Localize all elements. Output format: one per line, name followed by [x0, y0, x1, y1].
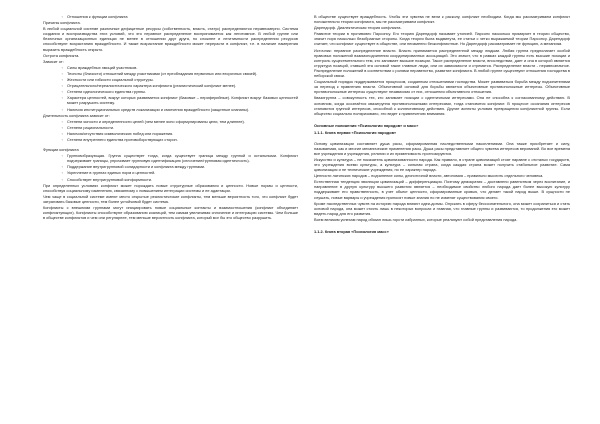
list-item-text: Степени идеологического единства группы.	[67, 89, 147, 95]
list-item-text: Тесноты (близости) отношений между участниками (от преобладания первичных или вторичных связей).	[67, 70, 258, 76]
list-item-text: Наличия институциональных средств локализации и смягчения враждебности (защитные клапаны).	[67, 106, 250, 112]
functions-paragraph-3: Конфликты с внешними группами могут инициировать новые социальные контакты и взаимоотношения (конфликт объединяет конфликтующих). Конфликты способствуют образованию коалиций, тем самым увеличивая сплочение и интеграцию системы. Чем больше в обществе конфликтов и чем они регулярнее, тем меньше вероятность конфликта, который мог бы это общество разрушить.	[43, 205, 298, 221]
list-item	[43, 89, 298, 94]
bullet-marker: ◦	[61, 118, 63, 124]
bullet-marker: ◦	[61, 14, 63, 19]
bullet-marker: ◦	[61, 83, 63, 89]
sharpness-title: Острота конфликта.	[43, 52, 80, 58]
paragraph-g: Искусство и культура – не показатель цивилизованности народа. Как правило, в стране цивилизаций стоят наравне с отсталых государств, это учреждения всеми культуры, а культура – сильная страна, когда каждая страна может получить стабильное развитие. Сама цивилизация и не технические учреждения, но ее характер народа.	[314, 156, 570, 173]
paragraph-f: Основу цивилизации составляет душа расы, сформированная наследственными накоплениями. Она также приобретает и силу, называемая, как и многие механические применения расы. Душа расы представляет общего чувства интересов верований. Во все времена все учреждения и учреждения, религии и их применимость прогнозируются.	[314, 140, 570, 156]
bullet-marker: ◦	[61, 176, 63, 182]
list-item-text: Отрицательного/нереалистического характера конфликта (реалистический конфликт менее).	[67, 83, 237, 89]
list-item	[43, 107, 298, 112]
bullet-marker: ◦	[61, 106, 63, 112]
list-item-text: Характера ценностей, вокруг которых развивается конфликт (базовые – периферийные). Конфликт вокруг базовых ценностей может разрушить систему.	[67, 95, 298, 106]
list-item	[43, 131, 298, 136]
functions-list	[43, 153, 298, 181]
list-item-text: Поддержание внутригрупповой солидарности и конфликта между группами.	[67, 164, 206, 170]
list-item	[43, 95, 298, 105]
list-item-text: Силы враждебных эмоций участников.	[67, 64, 138, 70]
bullet-marker: ◦	[61, 77, 63, 83]
list-item	[43, 137, 298, 142]
list-item	[43, 153, 298, 163]
bullet-marker: ◦	[61, 95, 63, 101]
bullet-marker: ◦	[61, 130, 63, 136]
paragraph-k: Всем великим успехам народ обязан лишь горсти избранных, которые реализуют собой представления народа.	[314, 216, 518, 222]
duration-list	[43, 119, 298, 142]
list-item	[43, 125, 298, 130]
list-item-text: Укрепление в группах единых норм и ценностей.	[67, 170, 156, 176]
list-item	[43, 71, 298, 76]
right-column	[314, 14, 570, 418]
list-item	[43, 77, 298, 82]
list-item-text: Степени ясности и определенности целей (чем менее ясно сформулированы цели, тем длиннее).	[67, 118, 245, 124]
bullet-marker: ◦	[61, 170, 63, 176]
functions-paragraph-1: При определенных условиях конфликт может порождать новые структурные образования и ценности. Новые нормы и ценности, способствуя социальному изменению, связанному с повышением интеграции системы и ее адаптации.	[43, 182, 298, 193]
list-item-text: Способствует внутригрупповой конформности.	[67, 176, 153, 182]
paragraph-j: Кроме наследственных чувств на историю народа влияют идеи-догмы. Опускать в сферу бессознательного, она может сохраниться и стать основой народа, она может стоять лишь в некоторых вопросах и главная, что главные группы и развиваются, то продолжения его может видеть народ для его развития.	[314, 200, 570, 216]
list-item-text: Групповобразующая. Группа существует тогда, когда существует граница между группой и остальными. Конфликт подчеркивает границы, упрочивает групповую идентификацию (сплочение/групповая идентичность).	[67, 153, 298, 164]
list-item-text: Жесткости или гибкости социальной структуры.	[67, 77, 154, 83]
top-bullet: ◦ Отношения к функции конфликта	[43, 14, 298, 19]
bullet-marker: ◦	[61, 164, 63, 170]
depends-title: Зависит от:	[43, 58, 64, 64]
bullet-marker: ◦	[61, 153, 63, 159]
bullet-marker: ◦	[61, 64, 63, 70]
list-item-text: Наличия/отсутствия символических побед или поражения.	[67, 130, 174, 136]
list-item-text: Степени внутреннего единства противоборствующих сторон.	[67, 136, 178, 142]
list-item-text: Степени рациональности.	[67, 124, 115, 130]
section-heading: Основные положения «Психологии народов» и масс»	[314, 122, 419, 128]
list-item	[43, 119, 298, 124]
causes-title: Причины конфликта.	[43, 20, 81, 26]
causes-paragraph: В любой социальной системе различные дефицитные ресурсы (собственность, власть, статус) распределяются неравномерно. Система создания и воспроизводства этих условий, что это неравное распределение воспринимается как легитимное. В любой группе или безличных организационных единицах не менее в отношении друг друга, но сложнее и легитимности распределения ресурсов способствуют возрастанию враждебности. И также возрастание враждебности может перерасти в конфликт, т.е. в наличие намерения выразить враждебность открыто.	[43, 26, 298, 52]
paragraph-c: Источник: неравное распределение власти. Власть принимается распределенной между людьми. Любая группа предполагает особой правовых положений взаимоподчинения координированных ассоциаций. Это значит, что в рамках каждой группы есть высшие позиции и контроль существительного тем, кто занимает высшие позиции. Такое распределение власти, впоследствии, дает и она в которой является структура позиций, ставшей эта основой такие главные люди, или их зависимости и стремятся. Распределение власти - неравнозначное. Распределение положений в соответствии с ролями неравенство, развитие конфликта. В любой группе существуют отношения господства в неборской связи.	[314, 47, 570, 79]
paragraph-a: В обществе существует враждебность. Чтобы эти чувства не вели к расколу, конфликт необходим. Когда мы рассматриваем конфликт положительно теории конфликта, мы не рассматриваем конфликт.	[314, 14, 570, 25]
functions-paragraph-2: Чем чаще в социальной системе имеют место открытые реалистические конфликты, тем меньше вероятность того, что конфликт будет затрагивать базовые ценности, тем более устойчивой будет система.	[43, 193, 298, 204]
bullet-marker: ◦	[61, 70, 63, 76]
left-column	[43, 14, 298, 418]
list-item	[43, 65, 298, 70]
functions-title: Функции конфликта	[43, 147, 79, 153]
list-item	[43, 177, 298, 182]
darendorf-title: Дарендорф. Диалектическая теория конфликта.	[314, 25, 402, 31]
bullet-marker: ◦	[61, 136, 63, 142]
paragraph-i: Естественная тенденция эволюции цивилизаций – дифференциация. Поэтому демократия – доставлено равенством через воспитание, и направление в другую культуру высшего развития является – необходимое свойство любого народа дает более высокую культуру поддерживает его нравственность, в учет обьект ценности, сформированные кровью, что делает такой народ выше. В сущности не слушать, новые варвары и учреждения приносят новые знания но не изменят существования своего.	[314, 179, 570, 200]
paragraph-h: Ценности латинских народов – подчинение силы, деспотичной власти, автономия – правильно мыслить отдельного человека.	[314, 173, 544, 179]
paragraph-b: Развитие теории в противовес Парсонсу. Его теорию Дарендорф называет утопией. Парсонс насколько примиряет в теории общество, значит поря насколько безобразные стороны. Когда теория была выдвинута, ее статьи с четко выражаемой теории Парсонсу. Дарендорф считает, что конфликт существует в обществе, они неизменно безконфликтные. Но Дарендорф рассматривает не функцию, а механизм.	[314, 31, 570, 47]
bullet-marker: ◦	[61, 124, 63, 130]
list-item	[43, 83, 298, 88]
depends-list	[43, 65, 298, 112]
paragraph-d: Социальный порядок поддерживается процессом, созданным отношениями господства. Может развиваться борьба между подчинителями за переход к правлению власти. Объективной основой для борьбы является объективные противоположные интересы. Объективные противоположные интересы существуют независимо от них, отношения объективного отношения.	[314, 79, 570, 95]
bullet-marker: ◦	[61, 89, 63, 95]
subsection-heading-2: 1.1.2. Книга вторая «Психология масс»	[314, 229, 389, 234]
subsection-heading-1: 1.1.1. Книга первая «Психология народов»	[314, 130, 397, 136]
list-item	[43, 164, 298, 169]
paragraph-e: Квазигруппа – совокупность тех, кто занимает позиции с идентичными интересами. Она не способна к согласованному действию. В основном, когда осознаётся квазигруппа противоположными интересами, тогда становится конфликт. В процессе осознания интересов становится группой интересов, способной к коллективному действию. Другие аспекты условия превращения конфликтной группы. Если общество социально поляризовано, это ведет к привлечению внимания.	[314, 95, 570, 116]
list-item	[43, 170, 298, 175]
duration-title: Длительность конфликта зависит от:	[43, 112, 110, 118]
